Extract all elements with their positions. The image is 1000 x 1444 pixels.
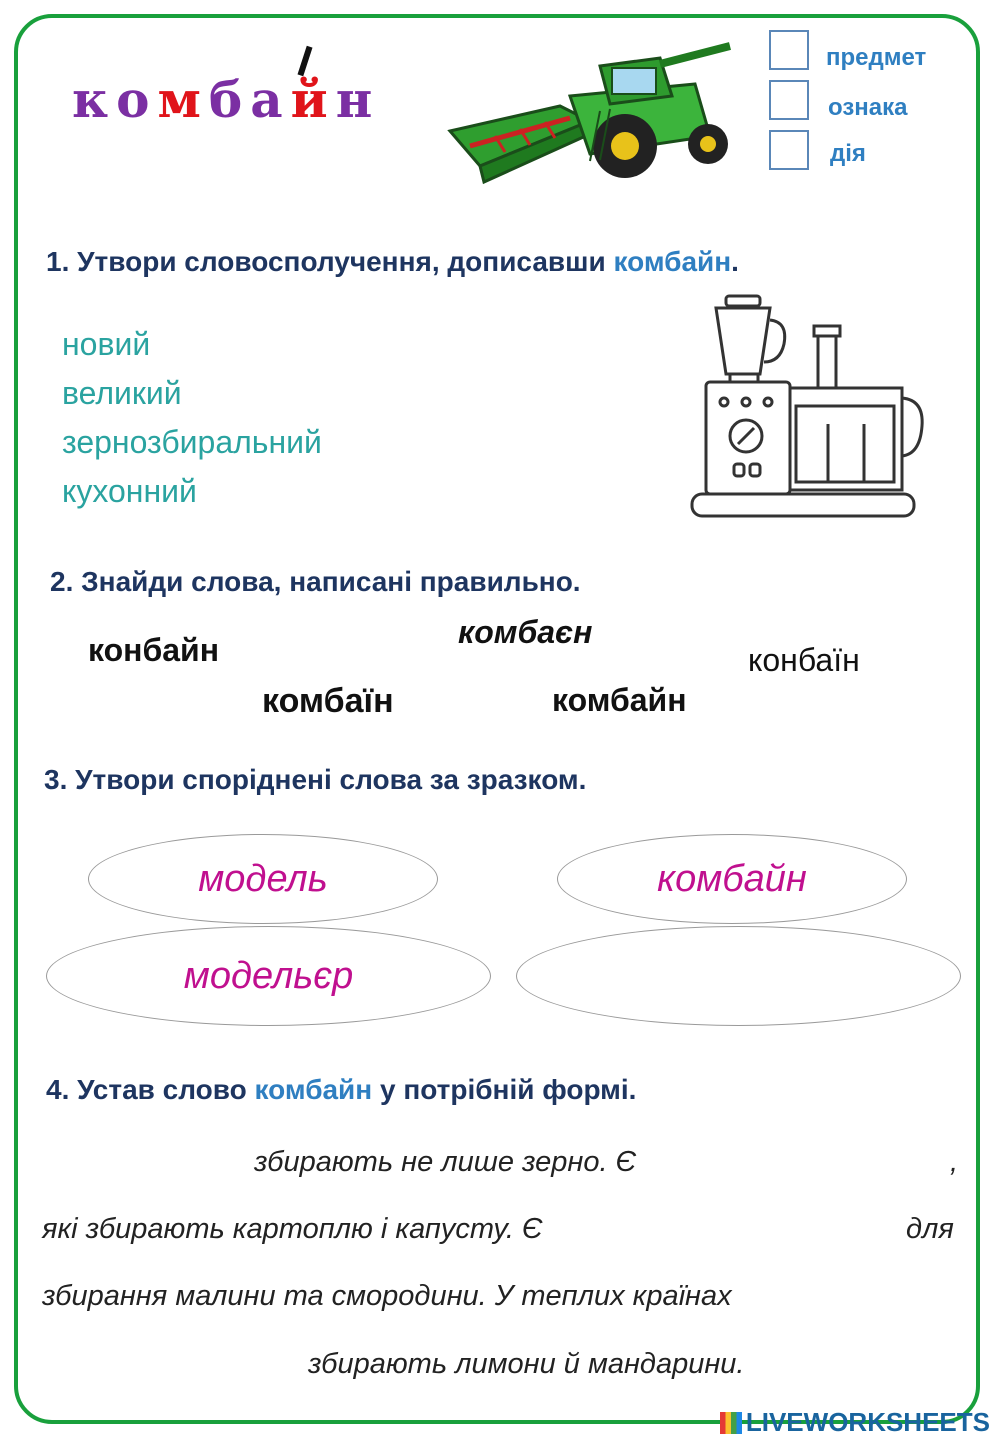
sentence-text: для — [906, 1213, 954, 1245]
phrase-item: кухонний — [62, 473, 197, 509]
task4-heading-end: у потрібній формі. — [372, 1074, 637, 1105]
task4-keyword: комбайн — [254, 1074, 373, 1105]
sentence-text: збирають не лише зерно. Є — [254, 1146, 637, 1178]
checkbox-adjective[interactable] — [769, 80, 809, 120]
task3-heading: 3. Утвори споріднені слова за зразком. — [44, 764, 587, 795]
word-choice[interactable]: конбаїн — [748, 642, 860, 678]
task1-heading-end: . — [731, 246, 739, 277]
title-letter: м — [157, 70, 209, 129]
brand-name: LIVEWORKSHEETS — [745, 1407, 990, 1437]
word-choice[interactable]: комбайн — [552, 682, 687, 718]
oval-word: модельєр — [46, 926, 491, 1026]
checkbox-noun[interactable] — [769, 30, 809, 70]
brand-logo-icon — [720, 1412, 742, 1434]
title-word — [72, 70, 380, 129]
phrase-item: новий — [62, 326, 151, 362]
task1-heading-text: 1. Утвори словосполучення, дописавши — [46, 246, 614, 277]
title-letter: н — [335, 70, 381, 129]
oval-answer-field[interactable] — [516, 926, 961, 1026]
brand-footer — [720, 1407, 990, 1438]
combine-harvester-icon — [440, 36, 740, 196]
task4-heading-text: 4. Устав слово — [46, 1074, 255, 1105]
task4-heading — [46, 1074, 636, 1106]
checkbox-label: предмет — [826, 44, 927, 71]
title-letter: б — [208, 70, 251, 129]
phrase-item: зернозбиральний — [62, 424, 322, 460]
sentence-text: збирання малини та смородини. У теплих країнах — [42, 1280, 732, 1312]
title-letter: а — [250, 70, 291, 129]
answer-blank-2[interactable] — [702, 1144, 942, 1180]
checkbox-label: дія — [830, 140, 866, 167]
oval-word: комбайн — [557, 834, 907, 924]
answer-blank-3[interactable] — [640, 1211, 895, 1247]
word-choice[interactable]: конбайн — [88, 632, 220, 668]
title-letter: к — [72, 70, 117, 129]
title-letter: о — [116, 70, 158, 129]
task2-heading: 2. Знайди слова, написані правильно. — [50, 566, 581, 597]
checkbox-verb[interactable] — [769, 130, 809, 170]
title-letter: й — [290, 70, 336, 129]
task1-keyword: комбайн — [613, 246, 732, 277]
checkbox-label: ознака — [828, 94, 908, 121]
word-choice[interactable]: комбаєн — [458, 614, 593, 650]
phrase-item: великий — [62, 375, 182, 411]
word-choice[interactable]: комбаїн — [262, 682, 394, 720]
sentence-text: , — [950, 1146, 959, 1178]
sentence-text: збирають лимони й мандарини. — [308, 1348, 745, 1380]
food-processor-icon — [688, 294, 932, 526]
answer-blank-4[interactable] — [46, 1346, 301, 1382]
task1-heading — [46, 246, 739, 278]
sentence-text: які збирають картоплю і капусту. Є — [42, 1213, 543, 1245]
oval-word: модель — [88, 834, 438, 924]
answer-blank-1[interactable] — [46, 1144, 246, 1180]
